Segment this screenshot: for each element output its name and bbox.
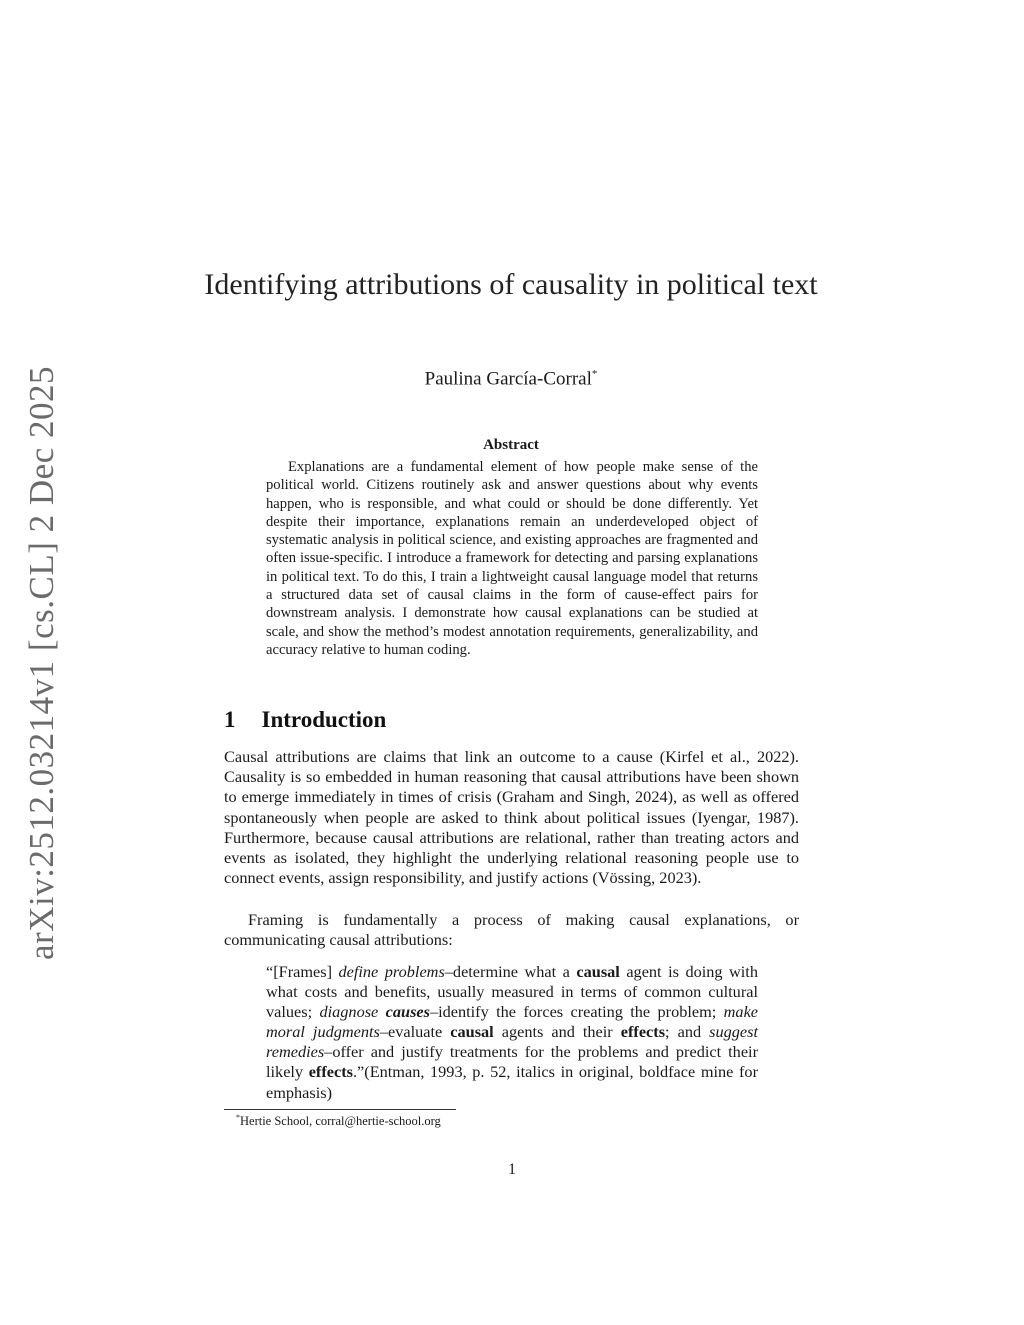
quote-bold: causal xyxy=(450,1022,494,1042)
body-paragraph: Causal attributions are claims that link an outcome to a cause (Kirfel et al., 2022). Causality is so embedded in human reasoning that causal attributions have been shown to emerge immediately in times of crisis (Graham and Singh, 2024), as well as offered spontaneously when people are asked to think about political issues (Iyengar, 1987). Furthermore, because causal attributions are relational, rather than treating actors and events as isolated, they highlight the underlying relational reasoning people use to connect events, assign responsibility, and justify actions (Vössing, 2023). xyxy=(224,747,799,888)
quote-bold: effects xyxy=(308,1062,353,1082)
block-quote xyxy=(266,962,758,1103)
quote-text: ; and xyxy=(665,1022,710,1042)
author-footnote-mark: * xyxy=(591,368,598,380)
quote-italic: make moral judgments xyxy=(266,1002,759,1042)
quote-text: “[Frames] xyxy=(266,962,339,981)
page-number: 1 xyxy=(508,1161,516,1178)
quote-italic: suggest remedies xyxy=(266,1022,758,1062)
quote-text: –offer and justify treatments for the problems and predict their likely xyxy=(266,1042,758,1082)
author-name: Paulina García-Corral xyxy=(424,368,592,390)
quote-bold: effects xyxy=(620,1022,666,1042)
quote-bold-italic: causes xyxy=(385,1002,430,1022)
quote-text: –evaluate xyxy=(379,1022,451,1042)
quote-text: –identify the forces creating the problem; xyxy=(429,1002,724,1022)
quote-text: .”(Entman, 1993, p. 52, italics in original, boldface mine for emphasis) xyxy=(266,1062,758,1102)
section-heading xyxy=(224,707,386,733)
footnote-text: Hertie School, corral@hertie-school.org xyxy=(240,1114,441,1129)
paper-title: Identifying attributions of causality in political text xyxy=(204,268,818,301)
footnote xyxy=(236,1113,441,1129)
author-line xyxy=(150,362,872,391)
quote-bold: causal xyxy=(576,962,620,981)
body-paragraph: Framing is fundamentally a process of making causal explanations, or communicating causal attributions: xyxy=(224,910,799,950)
section-title: Introduction xyxy=(261,707,387,732)
quote-text: agents and their xyxy=(493,1022,621,1042)
arxiv-identifier-stamp xyxy=(13,365,71,960)
quote-text: –determine what a xyxy=(444,962,577,981)
abstract-heading: Abstract xyxy=(483,437,539,453)
footnote-rule xyxy=(224,1109,456,1110)
section-number: 1 xyxy=(224,707,236,732)
abstract-body: Explanations are a fundamental element of how people make sense of the political world. Citizens routinely ask and answer questions about why events happen, who is responsible, and what could or should be done differently. Yet despite their importance, explanations remain an underdeveloped object of systematic analysis in political science, and existing approaches are fragmented and often issue-specific. I introduce a framework for detecting and parsing explanations in political text. To do this, I train a lightweight causal language model that returns a structured data set of causal claims in the form of cause-effect pairs for downstream analysis. I demonstrate how causal explanations can be studied at scale, and show the method’s modest annotation requirements, generalizability, and accuracy relative to human coding. xyxy=(266,459,758,658)
arxiv-identifier: arXiv:2512.03214v1 [cs.CL] 2 Dec 2025 xyxy=(22,365,62,960)
footnote-mark: * xyxy=(236,1113,240,1122)
quote-italic: define problems xyxy=(338,962,445,981)
quote-italic: diagnose xyxy=(319,1002,386,1022)
quote-text: agent is doing with what costs and benefits, usually measured in terms of common cultural values; xyxy=(266,962,758,1022)
